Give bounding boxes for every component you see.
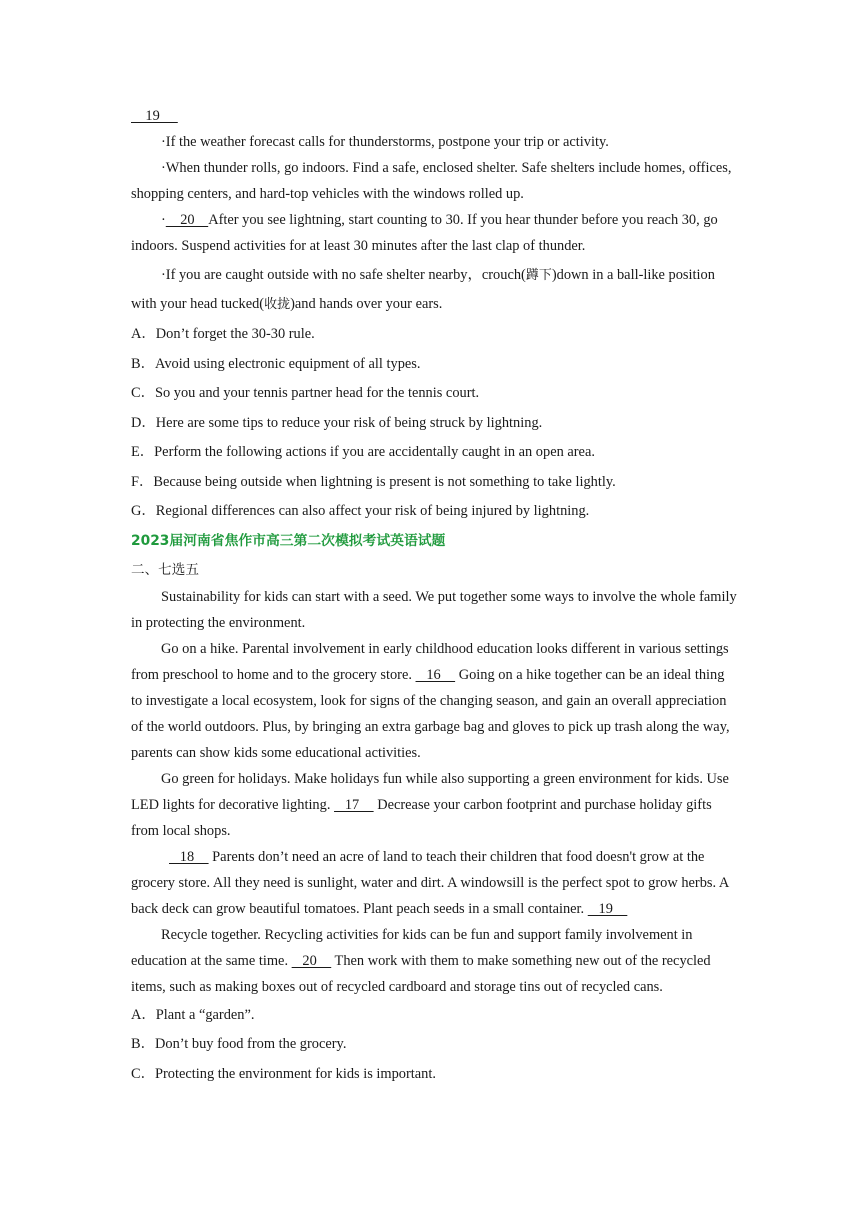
- answer-blank-16: 16: [415, 666, 456, 683]
- paragraph-recycle-text-b: Then work with them to make something new out of the recycled items, such as making boxes out of recycled cardboard and storage tins out of recycled cans.: [131, 952, 711, 995]
- options-list-2: [131, 1001, 737, 1090]
- paragraph-holidays-text-b: Decrease your carbon footprint and purchase holiday gifts from local shops.: [131, 796, 712, 839]
- paragraph-recycle-text-a: Recycle together. Recycling activities for kids can be fun and support family involvement in education at the same time.: [131, 926, 693, 969]
- answer-blank-line-19: [131, 103, 737, 129]
- option-e: E．Perform the following actions if you are accidentally caught in an open area.: [131, 444, 595, 460]
- gloss-tucked: 收拢: [264, 297, 291, 312]
- tip-crouch: [131, 261, 737, 319]
- option-b: B．Avoid using electronic equipment of all types.: [131, 355, 421, 372]
- tip-postpone: ·If the weather forecast calls for thunderstorms, postpone your trip or activity.: [161, 134, 609, 150]
- options-list-1: [131, 320, 737, 527]
- option-f: F．Because being outside when lightning is present is not something to take lightly.: [131, 473, 616, 490]
- option2-c: C．Protecting the environment for kids is important.: [131, 1065, 436, 1082]
- tip-crouch-text-c: )and hands over your ears.: [290, 296, 443, 312]
- answer-blank-19: 19: [131, 108, 178, 124]
- option-g: G．Regional differences can also affect your risk of being injured by lightning.: [131, 503, 590, 519]
- section-heading: 二、七选五: [131, 561, 199, 578]
- paragraph-intro: Sustainability for kids can start with a seed. We put together some ways to involve the whole family in protecting the environment.: [131, 588, 737, 631]
- answer-blank-20: 20: [165, 212, 209, 228]
- paragraph-hike-text-a: Go on a hike. Parental involvement in early childhood education looks different in various settings from preschool to home and to the grocery store.: [131, 640, 729, 683]
- paragraph-holidays-text-a: Go green for holidays. Make holidays fun while also supporting a green environment for kids. Use LED lights for decorative lighting.: [131, 770, 729, 813]
- exam-title: 2023届河南省焦作市高三第二次模拟考试英语试题: [131, 532, 446, 549]
- bullet-dot: ·: [161, 212, 166, 228]
- tip-30-count: [131, 207, 737, 259]
- answer-blank-19b: 19: [587, 900, 628, 917]
- answer-blank-20b: 20: [291, 952, 332, 969]
- paragraph-hike-text-b: Going on a hike together can be an ideal thing to investigate a local ecosystem, look for signs of the changing season, and gain an overall appreciation of the world outdoors. Plus, by bringing an extra garbage bag and gloves to pick up trash along the way, parents can show kids some educational activities.: [131, 666, 730, 761]
- option-c: C．So you and your tennis partner head for the tennis court.: [131, 385, 480, 401]
- tip-30-count-text: After you see lightning, start counting to 30. If you hear thunder before you reach 30, go indoors. Suspend activities for at least 30 minutes after the last clap of thunder.: [131, 212, 718, 254]
- answer-blank-18: 18: [169, 848, 209, 865]
- option2-b: B．Don’t buy food from the grocery.: [131, 1036, 347, 1052]
- paragraph-holidays: [131, 766, 737, 844]
- paragraph-garden: [131, 844, 737, 922]
- tip-crouch-text-a: ·If you are caught outside with no safe shelter nearby，crouch(: [161, 267, 526, 283]
- option-d: D．Here are some tips to reduce your risk of being struck by lightning.: [131, 414, 543, 431]
- paragraph-recycle: [131, 922, 737, 1000]
- tip-crouch-text-b: )down in a ball-like position with your head tucked(: [131, 267, 715, 312]
- paragraph-hike: [131, 636, 737, 766]
- document-content: [131, 103, 737, 1089]
- tip-go-indoors: ·When thunder rolls, go indoors. Find a safe, enclosed shelter. Safe shelters include homes, offices, shopping centers, and hard-top vehicles with the windows rolled up.: [131, 160, 732, 202]
- answer-blank-17: 17: [334, 796, 374, 813]
- gloss-crouch: 蹲下: [525, 268, 552, 283]
- paragraph-garden-text: Parents don’t need an acre of land to teach their children that food doesn't grow at the grocery store. All they need is sunlight, water and dirt. A windowsill is the perfect spot to grow herbs. A back deck can grow beautiful tomatoes. Plant peach seeds in a small container.: [131, 848, 729, 917]
- option2-a: A．Plant a “garden”.: [131, 1006, 255, 1023]
- option-a: A．Don’t forget the 30-30 rule.: [131, 326, 315, 342]
